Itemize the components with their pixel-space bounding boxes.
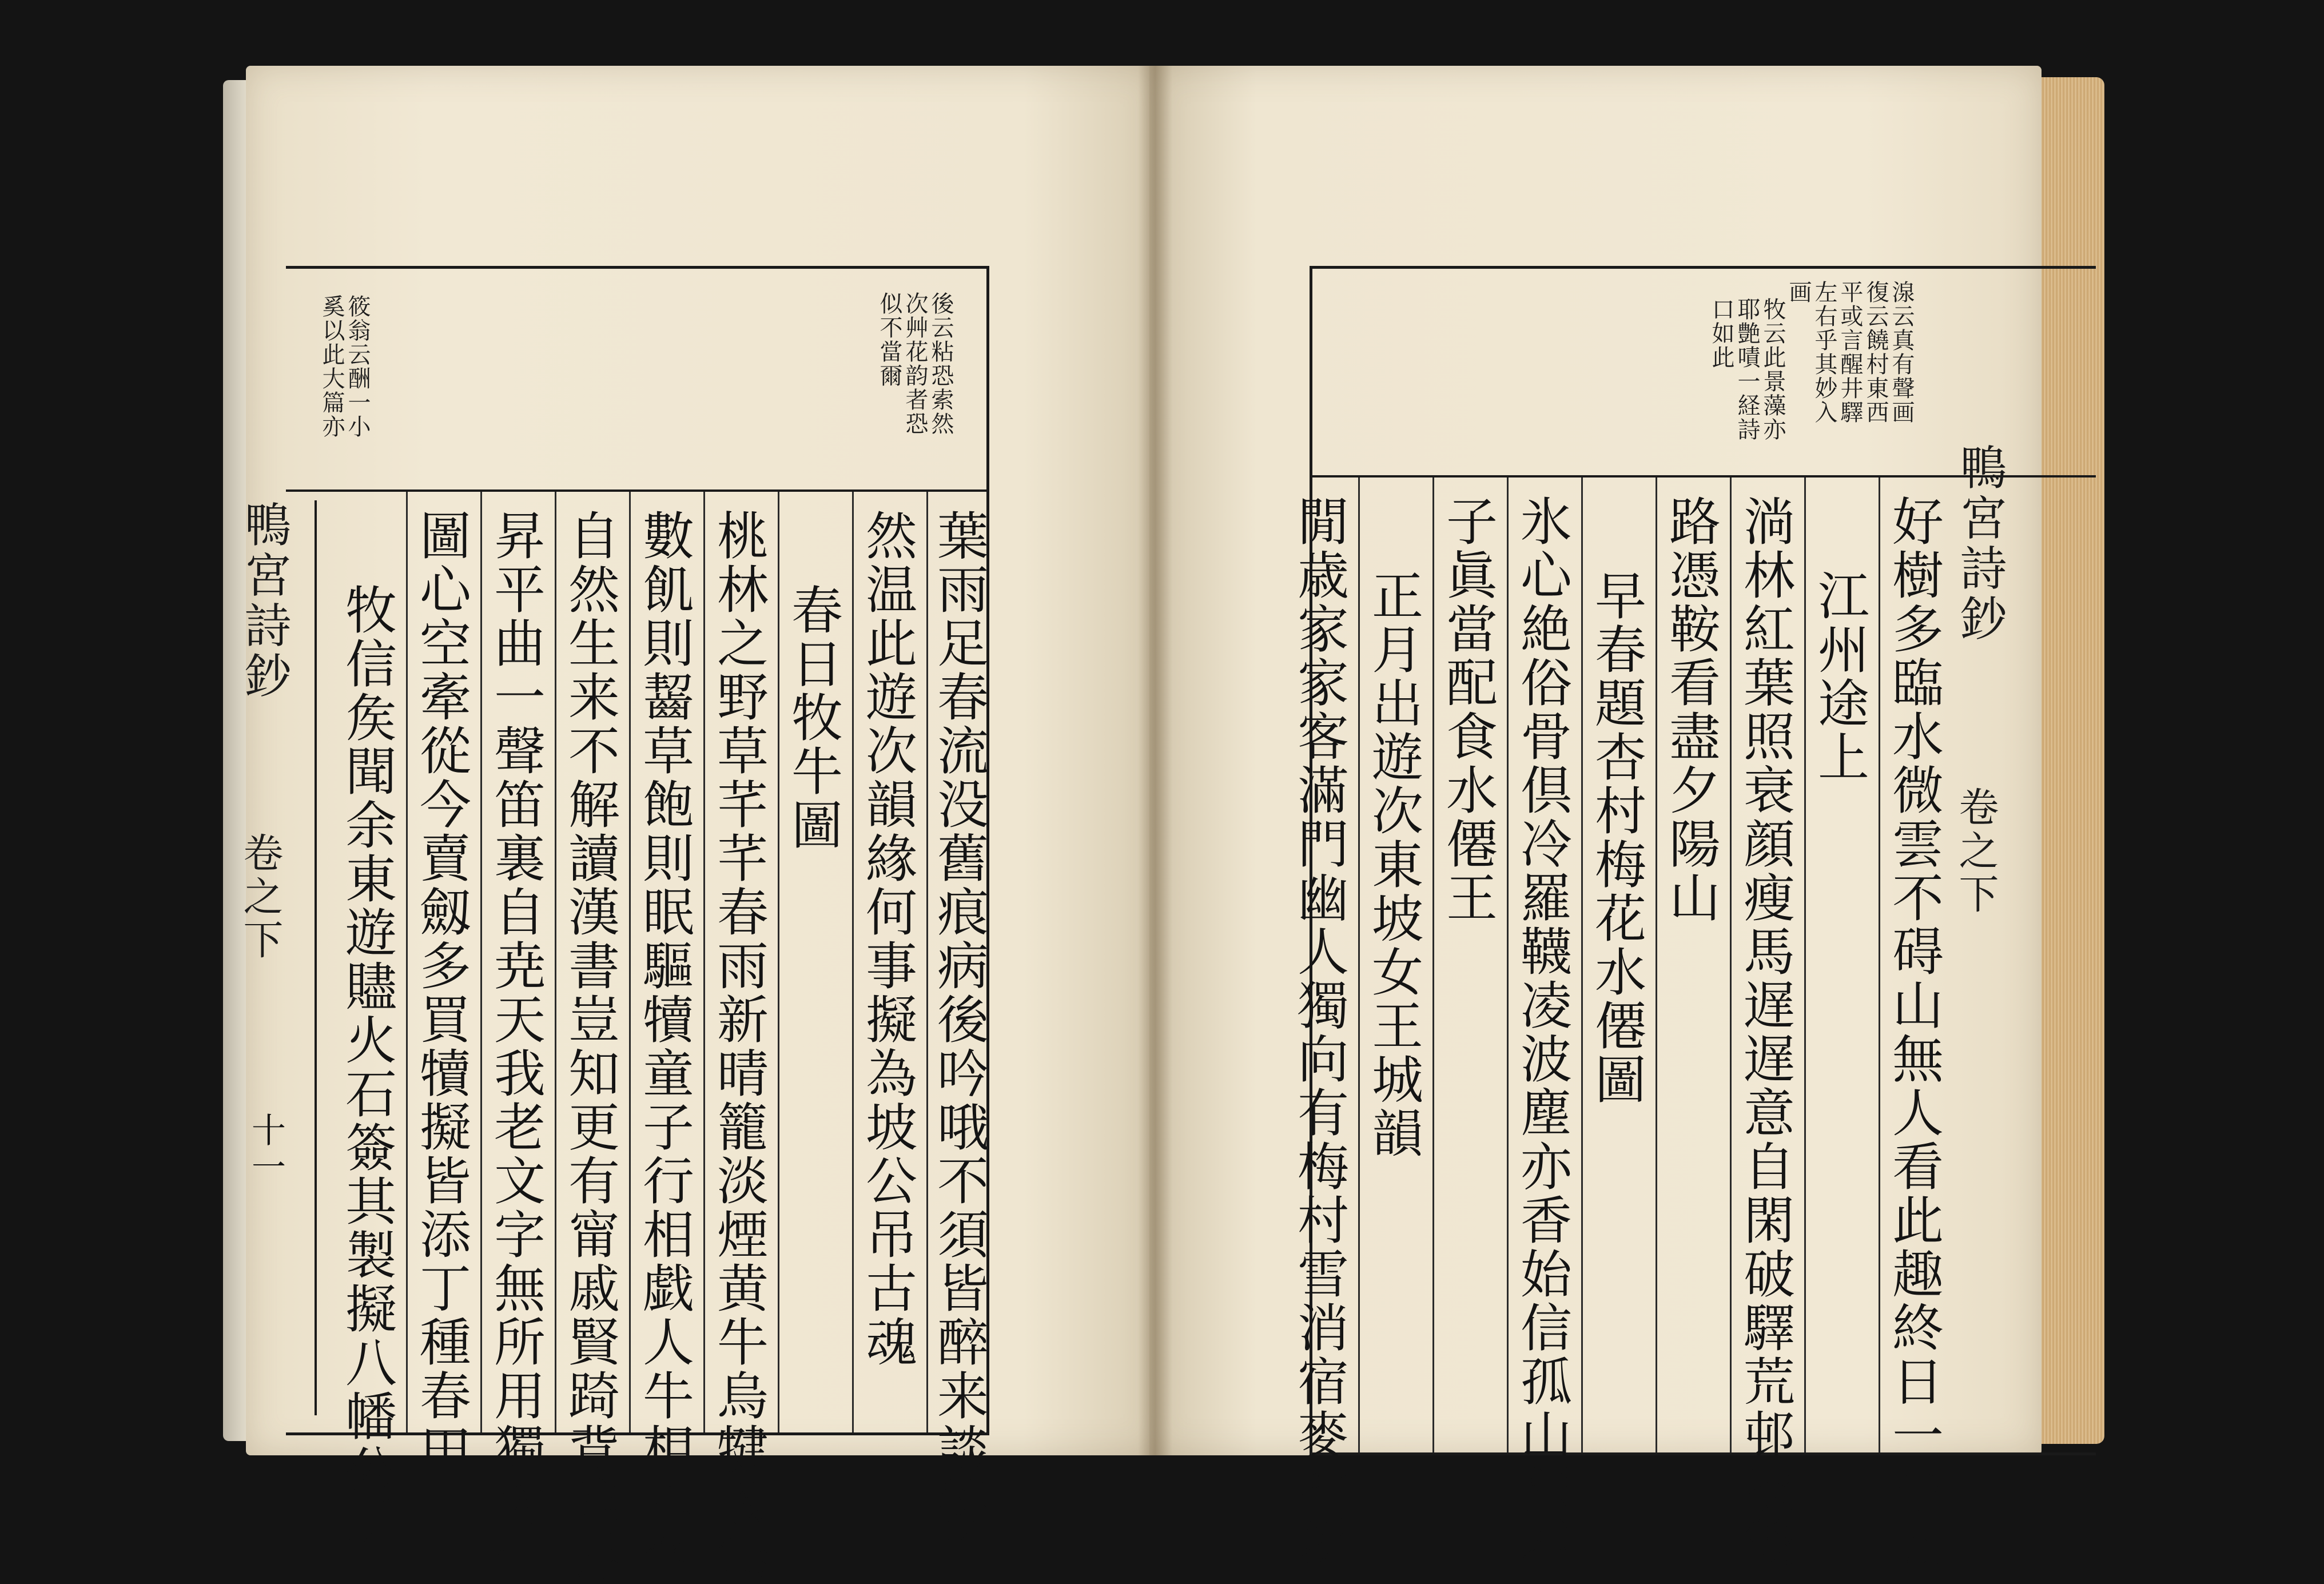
right-page — [1149, 66, 2042, 1570]
right-text-column: 閒歳家家客滿門幽人獨向有梅村雪消宿麥抽新 — [1288, 495, 1348, 1570]
column-rule — [703, 492, 705, 1432]
right-text-column: 好樹多臨水微雲不碍山無人看此趣終日一亭閒 — [1883, 495, 1943, 1570]
left-head-note: 奚以此大篇亦 — [319, 294, 345, 439]
column-rule — [1507, 477, 1509, 1452]
column-rule — [1432, 477, 1434, 1452]
column-rule — [1581, 477, 1583, 1452]
spine-title: 鴨宮詩鈔 — [1952, 443, 2007, 644]
column-rule — [480, 492, 482, 1432]
left-head-note: 後云粘恐索然 — [928, 292, 954, 436]
spine-volume: 卷之下 — [237, 832, 284, 962]
column-rule — [778, 492, 779, 1432]
spine-title: 鴨宮詩鈔 — [237, 500, 291, 702]
left-text-column: 自然生来不解讀漢書豈知更有甯戚賢踦背唯弄 — [559, 509, 619, 1584]
column-rule — [852, 492, 854, 1432]
right-head-note: 口如此 — [1708, 297, 1734, 369]
folio-number: 十一 — [246, 1112, 286, 1185]
right-poem-title: 正月出遊次東坡女王城韻 — [1363, 569, 1423, 1160]
column-rule — [1358, 477, 1360, 1452]
right-poem-title: 江州途上 — [1809, 569, 1869, 784]
book-gutter — [1138, 66, 1172, 1455]
left-text-column: 昇平曲一聲笛裏自尭天我老文字無所用獨對牛 — [485, 509, 545, 1584]
right-text-column: 路憑鞍看盡夕陽山 — [1660, 495, 1720, 925]
column-rule — [1804, 477, 1806, 1452]
left-head-note: 次艸花韵者恐 — [902, 292, 928, 436]
left-page — [237, 66, 1161, 1584]
column-rule — [555, 492, 556, 1432]
left-text-column: 牧信矦聞余東遊贐火石簽其製擬八幡公昕 — [336, 583, 396, 1551]
right-text-column: 氷心絶俗骨倶冷羅韈凌波塵亦香始信孤山隱君 — [1511, 495, 1571, 1570]
left-head-note: 筱翁云酬一小 — [344, 294, 371, 439]
spine-volume: 卷之下 — [1952, 786, 1999, 917]
right-head-note: 耶艶嘖一経詩 — [1734, 297, 1760, 441]
right-head-note: 左右乎其妙入 — [1811, 280, 1837, 424]
left-text-column: 葉雨足春流没舊痕病後吟哦不須皆醉来談笑自 — [928, 509, 988, 1584]
left-text-column: 數飢則齧草飽則眠驅犢童子行相戯人牛相忘各 — [634, 509, 694, 1584]
right-head-note: 牧云此景藻亦 — [1760, 297, 1786, 441]
right-head-note: 平或言醒井驛 — [1837, 280, 1863, 424]
left-poem-title: 春日牧牛圖 — [782, 583, 842, 852]
left-text-column: 桃林之野草芊芊春雨新晴籠淡煙黄牛烏犍散無 — [708, 509, 768, 1584]
right-text-column: 淌林紅葉照衰顔瘦馬遅遅意自閑破驛荒邨秋後 — [1734, 495, 1794, 1570]
left-head-note: 似不當爾 — [876, 292, 902, 388]
column-rule — [1656, 477, 1657, 1452]
right-head-note: 画 — [1785, 280, 1812, 304]
left-text-column: 然温此遊次韻緣何事擬為坡公吊古魂 — [857, 509, 917, 1369]
right-head-note: 湶云真有聲画 — [1888, 280, 1915, 424]
right-poem-title: 早春題杏村梅花水僊圖 — [1586, 569, 1646, 1107]
column-rule — [406, 492, 408, 1432]
open-book — [223, 66, 2104, 1584]
right-text-column: 子眞當配食水僊王 — [1437, 495, 1497, 925]
column-rule — [629, 492, 631, 1432]
left-text-column: 圖心空牽從今賣劔多買犢擬皆添丁種春田 — [411, 509, 471, 1476]
column-rule — [1730, 477, 1732, 1452]
right-head-note: 復云饒村東西 — [1863, 280, 1889, 424]
column-rule — [1879, 477, 1880, 1452]
